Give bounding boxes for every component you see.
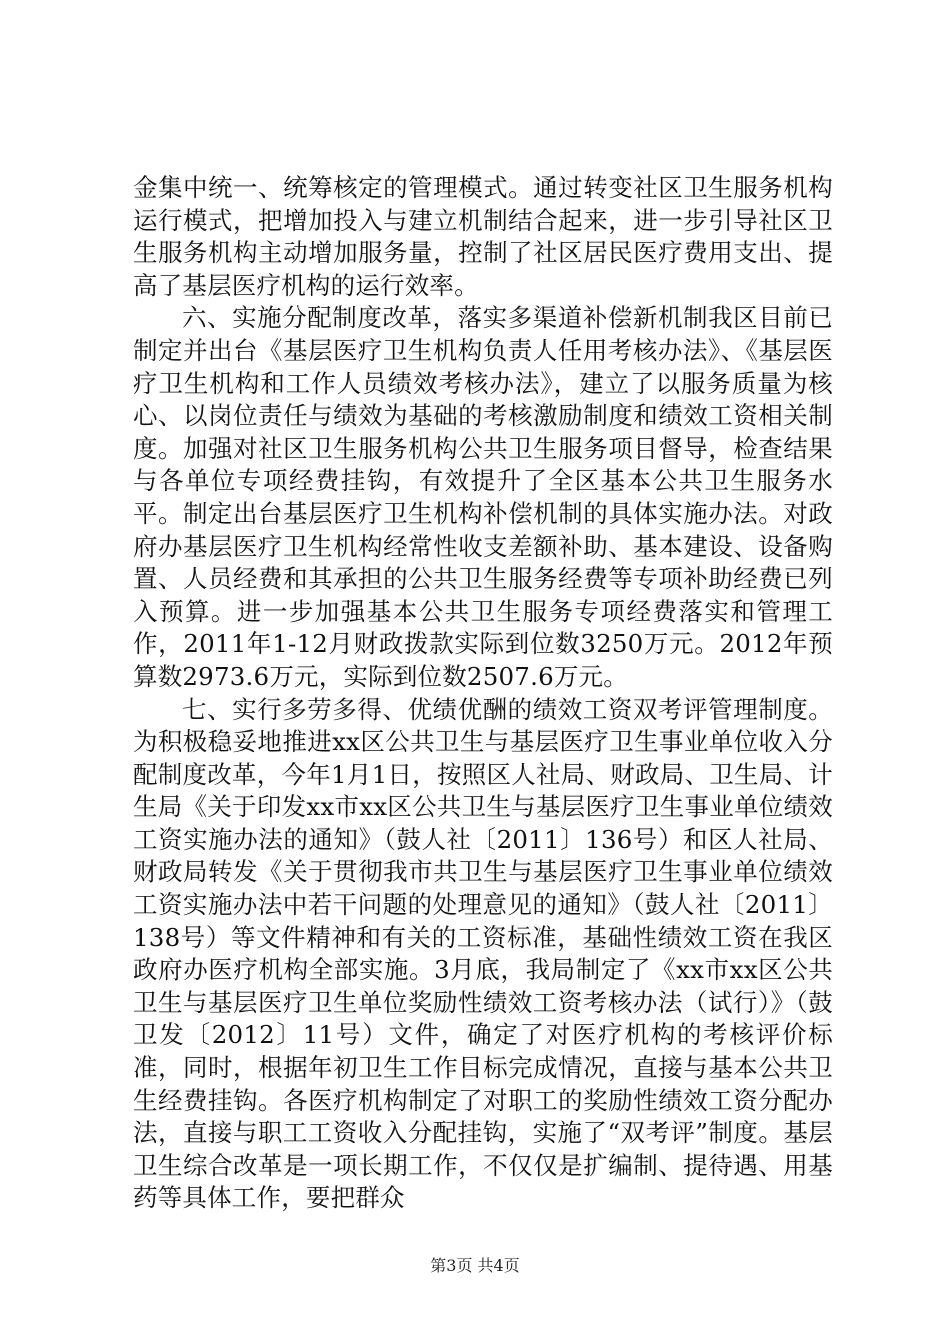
paragraph-3: 七、实行多劳多得、优绩优酬的绩效工资双考评管理制度。为积极稳妥地推进xx区公共卫生与基层医疗卫生事业单位收入分配制度改革，今年1月1日，按照区人社局、财政局、卫生局、计生局《关于印发xx市xx区公共卫生与基层医疗卫生事业单位绩效工资实施办法的通知》（鼓人社〔2011〕136号）和区人社局、财政局转发《关于贯彻我市共卫生与基层医疗卫生事业单位绩效工资实施办法中若干问题的处理意见的通知》（鼓人社〔2011〕138号）等文件精神和有关的工资标准，基础性绩效工资在我区政府办医疗机构全部实施。3月底，我局制定了《xx市xx区公共卫生与基层医疗卫生单位奖励性绩效工资考核办法（试行）》（鼓卫发〔2012〕11号）文件，确定了对医疗机构的考核评价标准，同时，根据年初卫生工作目标完成情况，直接与基本公共卫生经费挂钩。各医疗机构制定了对职工的奖励性绩效工资分配办法，直接与职工工资收入分配挂钩，实施了“双考评”制度。基层卫生综合改革是一项长期工作，不仅仅是扩编制、提待遇、用基药等具体工作，要把群众 <box>133 694 833 1213</box>
paragraph-1: 金集中统一、统筹核定的管理模式。通过转变社区卫生服务机构运行模式，把增加投入与建立机制结合起来，进一步引导社区卫生服务机构主动增加服务量，控制了社区居民医疗费用支出、提高了基层医疗机构的运行效率。 <box>133 173 833 300</box>
paragraph-2: 六、实施分配制度改革，落实多渠道补偿新机制我区目前已制定并出台《基层医疗卫生机构负责人任用考核办法》、《基层医疗卫生机构和工作人员绩效考核办法》，建立了以服务质量为核心、以岗位责任与绩效为基础的考核激励制度和绩效工资相关制度。加强对社区卫生服务机构公共卫生服务项目督导，检查结果与各单位专项经费挂钩，有效提升了全区基本公共卫生服务水平。制定出台基层医疗卫生机构补偿机制的具体实施办法。对政府办基层医疗卫生机构经常性收支差额补助、基本建设、设备购置、人员经费和其承担的公共卫生服务经费等专项补助经费已列入预算。进一步加强基本公共卫生服务专项经费落实和管理工作，2011年1-12月财政拨款实际到位数3250万元。2012年预算数2973.6万元，实际到位数2507.6万元。 <box>133 303 833 691</box>
page-footer: 第3页 共4页 <box>430 1256 520 1275</box>
document-body <box>133 172 833 1215</box>
